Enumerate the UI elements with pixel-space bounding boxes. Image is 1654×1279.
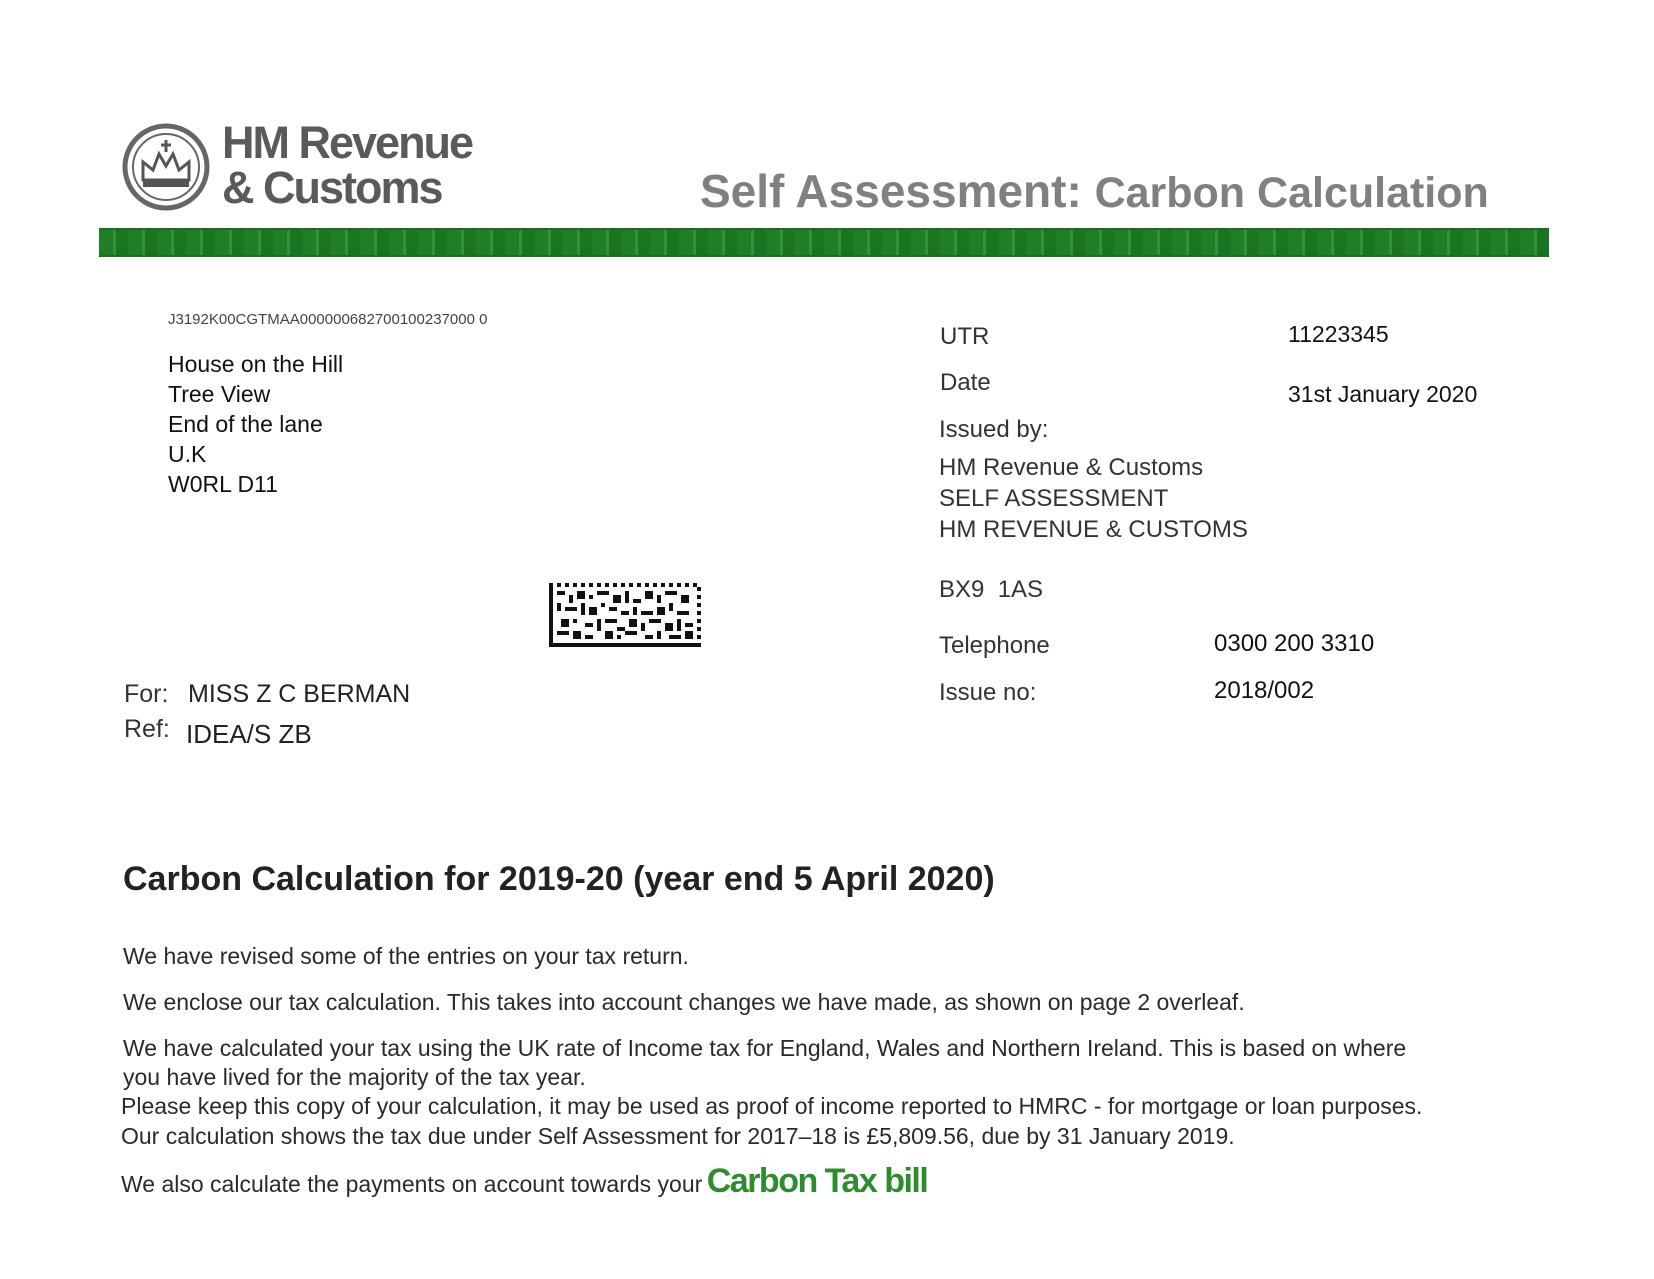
telephone-label: Telephone — [939, 632, 1050, 659]
paragraph-rate-line1: We have calculated your tax using the UK rate of Income tax for England, Wales and Northern Ireland. This is based on where — [123, 1035, 1407, 1061]
logo-line-2: & Customs — [222, 162, 442, 213]
green-header-bar — [99, 228, 1549, 257]
utr-value: 11223345 — [1288, 321, 1389, 347]
document-title — [700, 164, 1489, 220]
issuer-postcode: BX9 1AS — [939, 576, 1044, 603]
address-line: U.K — [168, 441, 207, 467]
address-line: W0RL D11 — [168, 471, 278, 497]
crown-logo-icon — [121, 122, 211, 212]
paragraph-keep-copy: Please keep this copy of your calculation, it may be used as proof of income reported to HMRC - for mortgage or loan purposes. — [121, 1093, 1423, 1119]
issuer-line: HM Revenue & Customs — [939, 454, 1204, 481]
paragraph-revised: We have revised some of the entries on your tax return. — [123, 943, 689, 969]
barcode-reference: J3192K00CGTMAA000000682700100237000 0 — [168, 311, 488, 328]
datamatrix-barcode-icon — [549, 583, 701, 647]
title-part-2: Carbon Calculation — [1094, 169, 1489, 217]
issue-no-value: 2018/002 — [1214, 677, 1315, 704]
address-line: End of the lane — [168, 411, 323, 437]
issue-no-label: Issue no: — [939, 679, 1037, 706]
issuer-address — [939, 452, 1248, 545]
paragraph-enclose: We enclose our tax calculation. This takes into account changes we have made, as shown on page 2 overleaf. — [123, 989, 1245, 1015]
calculation-heading: Carbon Calculation for 2019-20 (year end 5 April 2020) — [123, 860, 995, 898]
ref-label: Ref: — [124, 715, 170, 743]
recipient-address — [168, 349, 343, 499]
address-line: Tree View — [168, 381, 271, 407]
issuer-line: SELF ASSESSMENT — [939, 485, 1169, 512]
for-value: MISS Z C BERMAN — [188, 680, 411, 708]
payments-text: We also calculate the payments on account towards your — [121, 1171, 703, 1197]
date-label: Date — [940, 369, 991, 396]
telephone-value: 0300 200 3310 — [1214, 630, 1375, 657]
issued-by-label: Issued by: — [939, 416, 1049, 443]
date-value: 31st January 2020 — [1288, 381, 1478, 407]
paragraph-rate-line2: you have lived for the majority of the tax year. — [123, 1064, 586, 1090]
logo-line-1: HM Revenue — [222, 117, 473, 168]
for-label: For: — [124, 680, 169, 708]
address-line: House on the Hill — [168, 351, 344, 377]
issuer-line: HM REVENUE & CUSTOMS — [939, 516, 1248, 543]
title-part-1: Self Assessment: — [700, 165, 1082, 217]
paragraph-payments-on-account — [121, 1162, 927, 1201]
utr-label: UTR — [940, 323, 990, 350]
carbon-tax-bill-label: Carbon Tax bill — [706, 1162, 928, 1200]
paragraph-tax-due: Our calculation shows the tax due under Self Assessment for 2017–18 is £5,809.56, due by 31 January 2019. — [121, 1123, 1235, 1149]
ref-value: IDEA/S ZB — [186, 719, 312, 749]
hmrc-logo-text — [222, 117, 473, 213]
